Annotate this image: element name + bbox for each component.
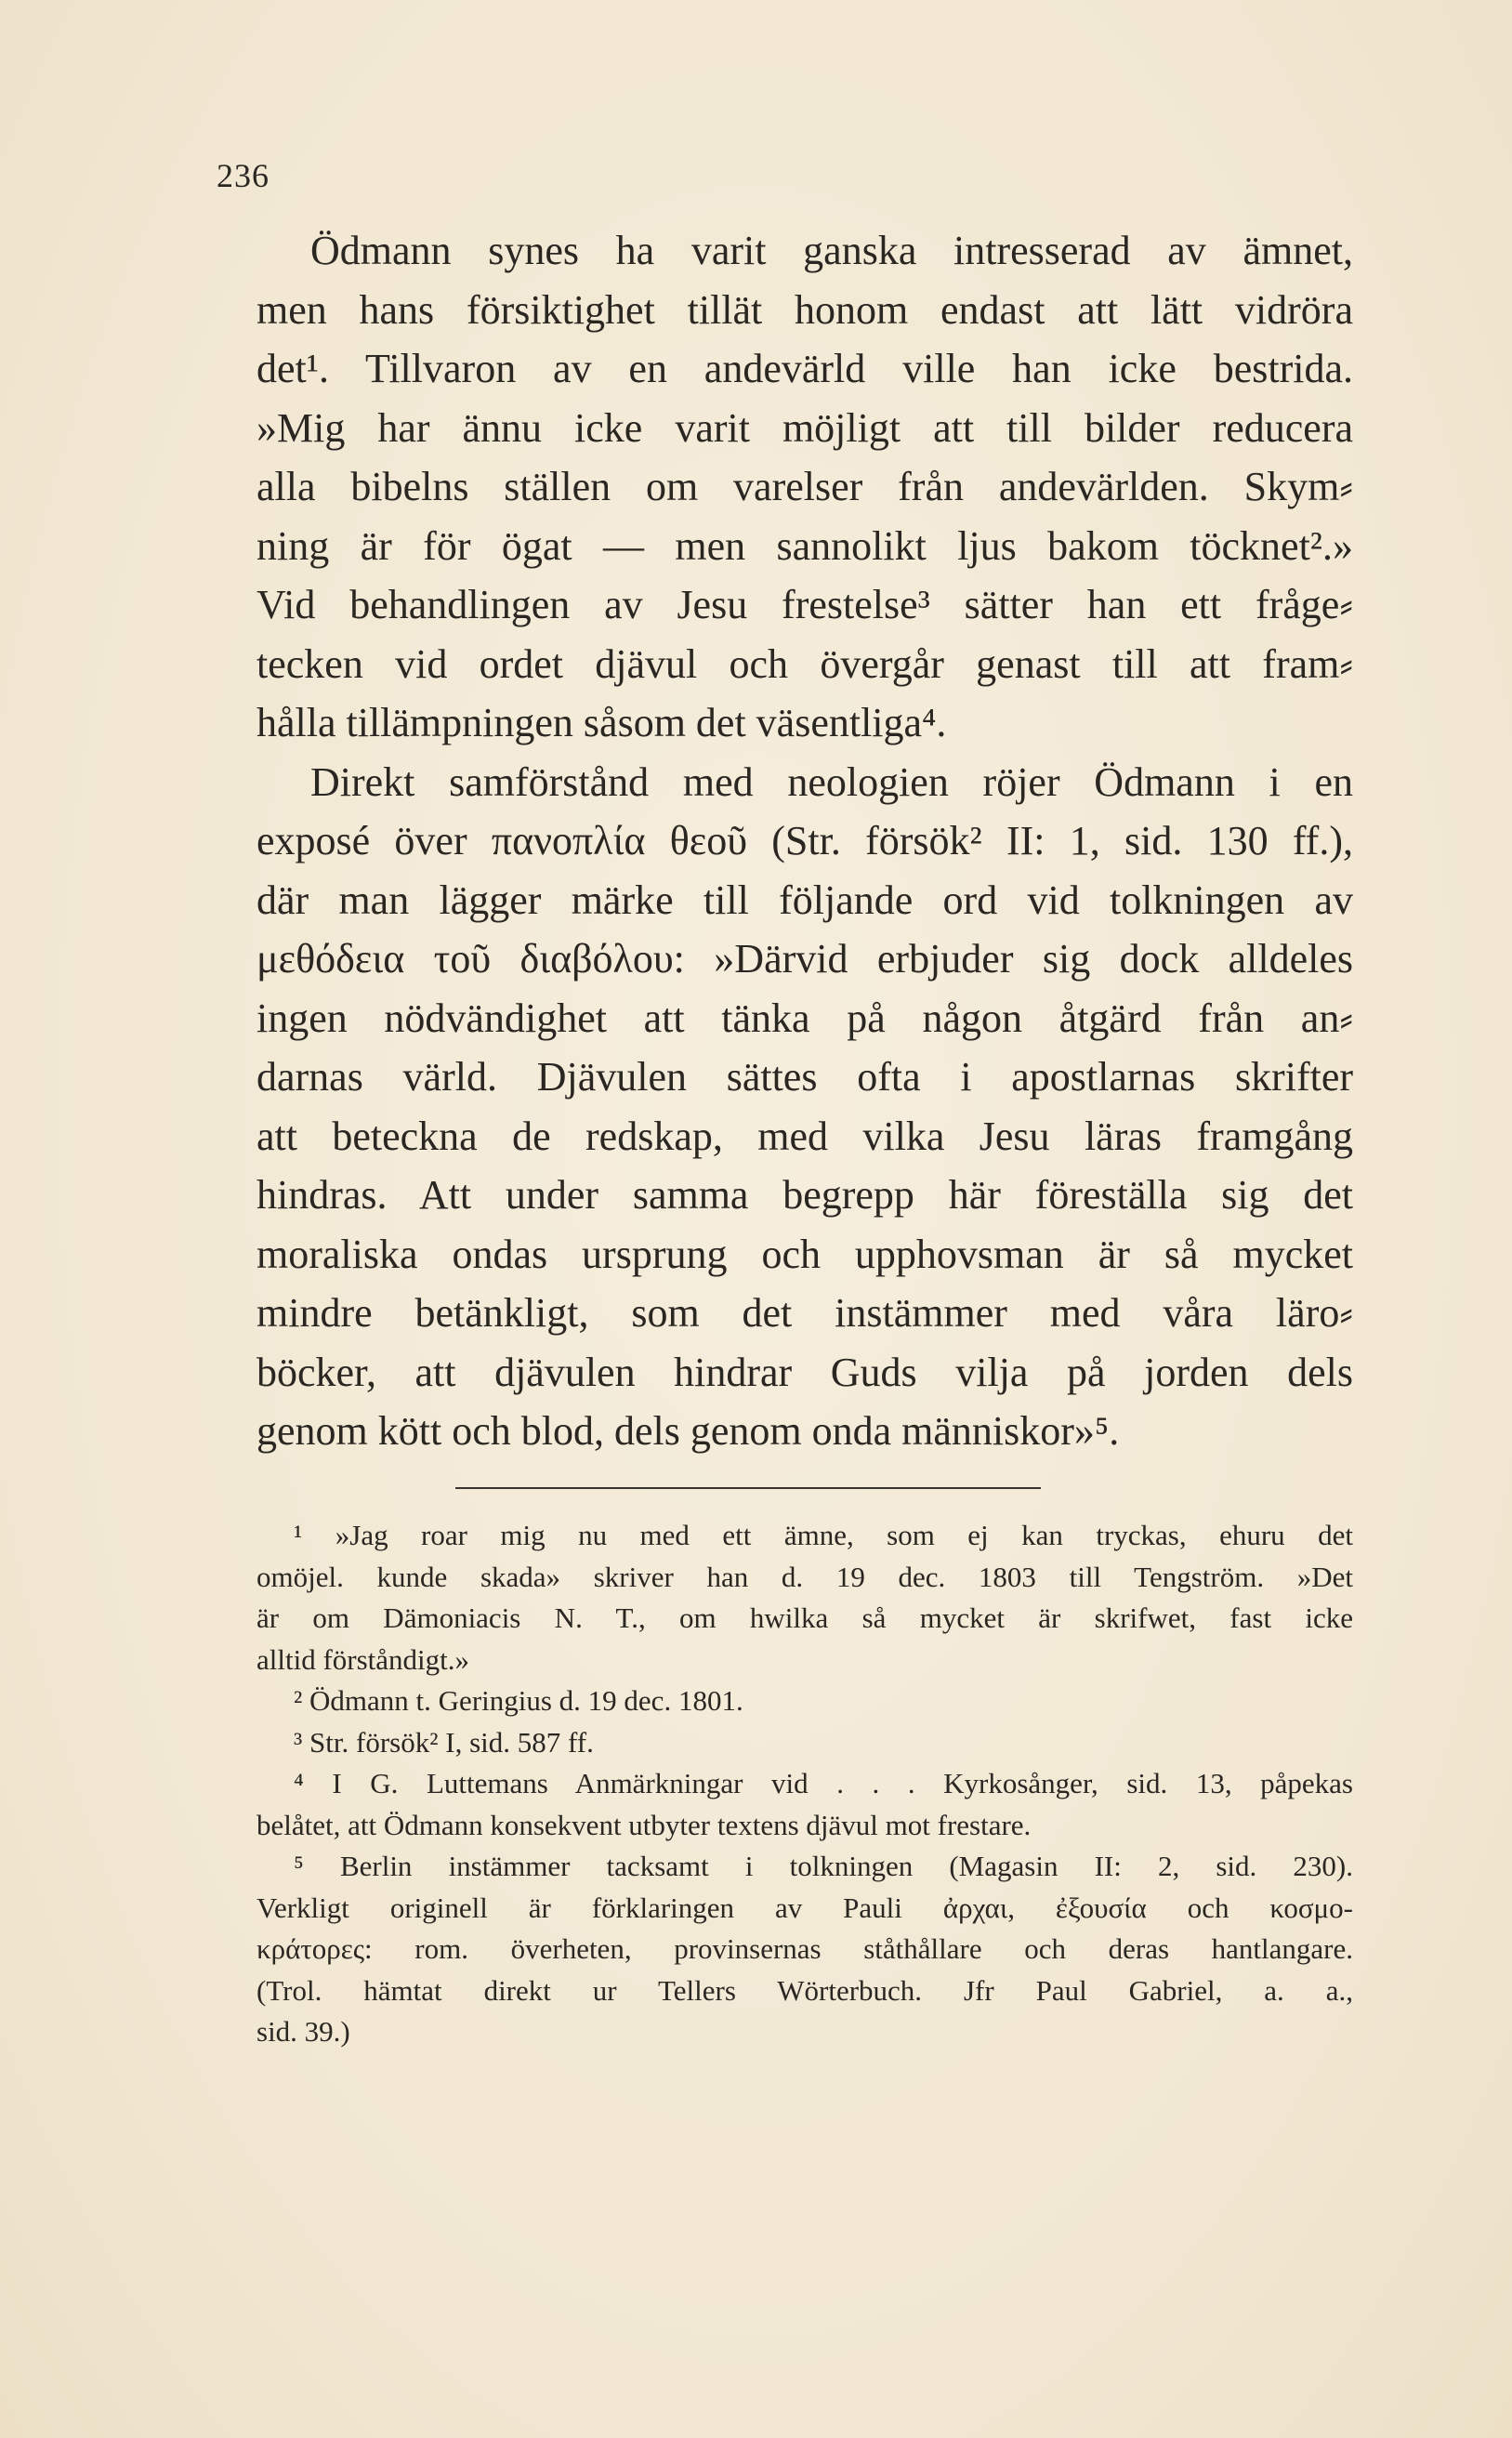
body-line: alla bibelns ställen om varelser från andevärlden. Skym⸗	[256, 464, 1353, 509]
body-line: hålla tillämpningen såsom det väsentliga⁴.	[256, 700, 947, 745]
body-line: Vid behandlingen av Jesu frestelse³ sätter han ett fråge⸗	[256, 582, 1353, 627]
body-line: men hans försiktighet tillät honom endast att lätt vidröra	[256, 286, 1353, 333]
body-line: μεθόδεια τοῦ διαβόλου: »Därvid erbjuder sig dock alldeles	[256, 936, 1353, 982]
body-line: tecken vid ordet djävul och övergår genast till att fram⸗	[256, 640, 1353, 687]
body-text	[256, 221, 1353, 1461]
footnote-line: är om Dämoniacis N. T., om hwilka så mycket är skrifwet, fast icke	[256, 1601, 1353, 1634]
body-line: moraliska ondas ursprung och upphovsman är så mycket	[256, 1231, 1353, 1277]
body-line: Ödmann synes ha varit ganska intresserad av ämnet,	[310, 228, 1353, 273]
page-number: 236	[217, 157, 270, 194]
footnote-line: (Trol. hämtat direkt ur Tellers Wörterbuch. Jfr Paul Gabriel, a. a.,	[256, 1973, 1353, 2007]
footnote-line: Verkligt originell är förklaringen av Pauli ἀρχαι, ἐξουσία och κοσμο-	[256, 1891, 1353, 1924]
body-line: att beteckna de redskap, med vilka Jesu läras framgång	[256, 1113, 1353, 1159]
body-line: ingen nödvändighet att tänka på någon åtgärd från an⸗	[256, 995, 1353, 1041]
footnote-line: ⁴ I G. Luttemans Anmärkningar vid . . . Kyrkosånger, sid. 13, påpekas	[294, 1767, 1353, 1799]
footnote-line: ⁵ Berlin instämmer tacksamt i tolkningen (Magasin II: 2, sid. 230).	[294, 1850, 1353, 1882]
footnote-line: ² Ödmann t. Geringius d. 19 dec. 1801.	[294, 1684, 743, 1717]
footnote-line: omöjel. kunde skada» skriver han d. 19 dec. 1803 till Tengström. »Det	[256, 1560, 1353, 1593]
body-line: där man lägger märke till följande ord vid tolkningen av	[256, 876, 1353, 923]
body-line: Direkt samförstånd med neologien röjer Ödmann i en	[310, 758, 1353, 805]
body-line: det¹. Tillvaron av en andevärld ville han icke bestrida.	[256, 346, 1353, 391]
footnote-line: belåtet, att Ödmann konsekvent utbyter textens djävul mot frestare.	[256, 1808, 1032, 1841]
footnotes	[256, 1515, 1353, 2053]
footnote-line: ¹ »Jag roar mig nu med ett ämne, som ej kan tryckas, ehuru det	[294, 1519, 1353, 1551]
body-line: böcker, att djävulen hindrar Guds vilja på jorden dels	[256, 1349, 1353, 1395]
footnote-divider	[455, 1487, 1041, 1489]
body-line: mindre betänkligt, som det instämmer med våra läro⸗	[256, 1290, 1353, 1336]
body-line: exposé över πανοπλία θεοῦ (Str. försök² II: 1, sid. 130 ff.),	[256, 818, 1353, 863]
body-line: ning är för ögat — men sannolikt ljus bakom töcknet².»	[256, 522, 1353, 569]
body-line: hindras. Att under samma begrepp här föreställa sig det	[256, 1172, 1353, 1218]
body-line: darnas värld. Djävulen sättes ofta i apostlarnas skrifter	[256, 1054, 1353, 1100]
footnote-line: alltid förståndigt.»	[256, 1642, 470, 1676]
footnote-line: κράτορες: rom. överheten, provinsernas ståthållare och deras hantlangare.	[256, 1932, 1353, 1965]
body-line: »Mig har ännu icke varit möjligt att till bilder reducera	[256, 404, 1353, 451]
footnote-line: ³ Str. försök² I, sid. 587 ff.	[294, 1725, 594, 1759]
footnote-line: sid. 39.)	[256, 2015, 350, 2048]
body-line: genom kött och blod, dels genom onda människor»⁵.	[256, 1408, 1120, 1454]
